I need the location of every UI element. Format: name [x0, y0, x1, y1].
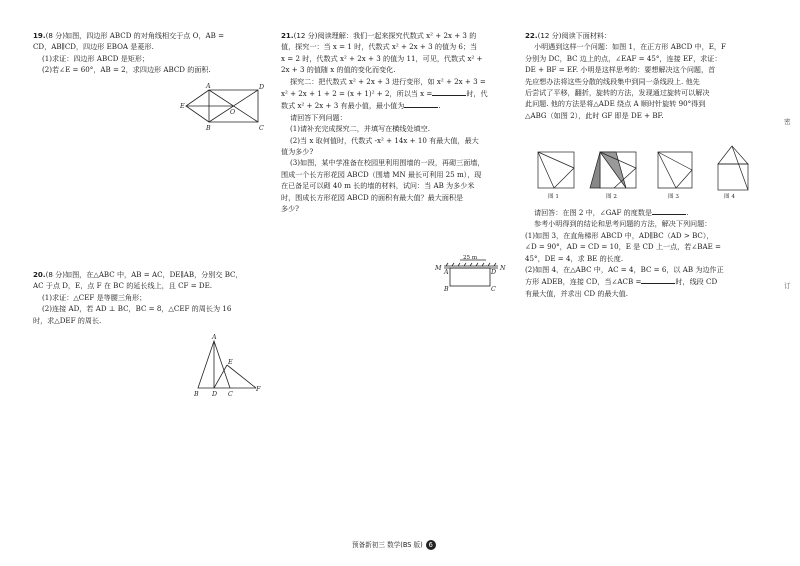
stem-line: 请回答：在图 2 中，∠GAF 的度数是: [534, 208, 653, 217]
answer-blank[interactable]: [652, 206, 689, 217]
sub-question: (1)如图 3，在直角梯形 ABCD 中，AD∥BC（AD > BC），: [525, 230, 714, 240]
stem-line: CD，AB∥CD，四边形 EBOA 是菱形.: [33, 42, 154, 52]
sub-question: (3)如图，某中学准备在校园里利用围墙的一段，再砌三面墙，: [290, 158, 485, 168]
vertex-label: B: [194, 391, 199, 398]
stem-line: 时，代: [466, 89, 488, 99]
stem-line: 请回答下列问题：: [290, 112, 347, 122]
points: (8 分): [45, 31, 65, 40]
vertex-label: N: [500, 265, 506, 272]
figure-q21-garden: [432, 256, 512, 296]
stem-line: 参考小明得到的结论和思考问题的方法，解决下列问题：: [534, 219, 712, 229]
vertex-label: D: [491, 269, 497, 276]
sub-question: (1)请补充完成探究二，并填写在横线处填空.: [290, 124, 430, 134]
vertex-label: C: [259, 125, 264, 132]
sub-question: 方形 ADEB，连接 CD，当∠ACB =: [525, 277, 642, 287]
vertex-label: D: [212, 391, 218, 398]
figure-q22-4: [710, 142, 758, 200]
sub-question: (1)求证：四边形 ABCD 是矩形；: [42, 53, 150, 63]
figure-caption: 图 2: [606, 194, 617, 200]
binding-margin-mark: 密: [784, 118, 791, 126]
figure-q22-2: [586, 148, 642, 200]
question-number: 20.: [33, 270, 46, 279]
vertex-label: D: [259, 84, 265, 91]
sub-question: (2)若∠E = 60°，AB = 2，求四边形 ABCD 的面积.: [42, 65, 211, 75]
vertex-label: O: [230, 109, 236, 116]
sub-question: (2)如图 4，在△ABC 中，AC = 4，BC = 6，以 AB 为边作正: [525, 265, 724, 275]
stem-line: 分别为 DC，BC 边上的点，∠EAF = 45°，连接 EF，求证：: [525, 53, 722, 63]
stem-line: 后尝试了平移，翻折，旋转的方法，发现通过旋转可以解决: [525, 88, 710, 98]
wall-length-label: 25 m: [463, 255, 478, 261]
stem-line: 数式 x² + 2x + 3 有最小值，最小值为: [281, 101, 405, 111]
vertex-label: C: [491, 286, 496, 293]
vertex-label: A: [206, 83, 211, 90]
sub-question: 有最大值，并求出 CD 的最大值.: [525, 288, 629, 298]
question-20: [33, 269, 265, 326]
sub-question: 45°，DE = 4，求 BE 的长度.: [525, 253, 624, 263]
points: (12 分): [537, 31, 562, 40]
question-number: 19.: [33, 31, 46, 40]
sub-question: 时，线段 CD: [675, 277, 718, 287]
question-number: 21.: [281, 31, 294, 40]
stem-line: 先应想办法将这些分散的线段集中到同一条线段上. 他先: [525, 76, 700, 86]
figure-q20-triangle: [190, 335, 270, 405]
stem-line: DE + BF = EF. 小明是这样思考的：要想解决这个问题，首: [525, 65, 716, 75]
sub-question: 多少?: [281, 204, 299, 214]
stem-line: 2x + 3 的值随 x 的值的变化而变化.: [281, 65, 396, 75]
figure-q22-1: [532, 148, 582, 200]
points: (12 分): [293, 31, 318, 40]
vertex-label: A: [212, 334, 217, 341]
stem-line: .: [686, 208, 689, 217]
stem-line: x² + 2x + 1 + 2 = (x + 1)² + 2，所以当 x =: [281, 89, 433, 99]
vertex-label: B: [444, 286, 449, 293]
sub-question: 围成一个长方形花园 ABCD（围墙 MN 最长可利用 25 m），现: [281, 169, 482, 179]
figure-q19-rhombus-rectangle: [176, 84, 266, 134]
stem-line: △ABG（如图 2），此时 GF 即是 DE + BF.: [525, 110, 664, 120]
sub-question: (2)当 x 取何值时，代数式 -x² + 14x + 10 有最大值，最大: [290, 135, 479, 145]
figure-caption: 图 1: [548, 194, 559, 200]
figure-caption: 图 4: [724, 194, 735, 200]
answer-blank[interactable]: [641, 275, 675, 284]
question-number: 22.: [525, 31, 538, 40]
vertex-label: F: [256, 386, 261, 393]
sub-question: (2)连接 AD，若 AD ⊥ BC，BC = 8，△CEF 的周长为 16: [42, 304, 232, 314]
points: (8 分): [45, 270, 65, 279]
vertex-label: C: [228, 391, 233, 398]
vertex-label: M: [435, 265, 442, 272]
stem-line: 小明遇到这样一个问题：如图 1，在正方形 ABCD 中，E，F: [534, 42, 726, 52]
sub-question: 在已备足可以砌 40 m 长的墙的材料，试问：当 AB 为多少米: [281, 181, 475, 191]
page-number: 6: [426, 540, 436, 550]
answer-blank[interactable]: [432, 87, 466, 96]
vertex-label: B: [206, 125, 211, 132]
question-21: [281, 30, 511, 215]
question-22-continued: [525, 206, 757, 299]
page-footer: [352, 539, 436, 550]
vertex-label: E: [228, 359, 233, 366]
sub-question: 时，围成长方形花园 ABCD 的面积有最大值？最大面积是: [281, 192, 464, 202]
stem-line: 如图，四边形 ABCD 的对角线相交于点 O，AB =: [64, 31, 225, 40]
sub-question: ∠D = 90°，AD = CD = 10，E 是 CD 上一点，若∠BAE =: [525, 242, 721, 252]
stem-line: AC 于点 D，E，点 F 在 BC 的延长线上，且 CF = DE.: [33, 281, 213, 291]
stem-line: 探究二：把代数式 x² + 2x + 3 进行变形，如 x² + 2x + 3 =: [290, 76, 486, 86]
sub-question: (1)求证：△CEF 是等腰三角形；: [42, 292, 147, 302]
figure-q22-3: [652, 148, 702, 200]
sub-question: 时，求△DEF 的周长.: [33, 315, 102, 325]
question-22: [525, 30, 757, 121]
sub-question: 值为多少?: [281, 147, 314, 157]
binding-margin-mark: 订: [784, 282, 791, 290]
answer-blank[interactable]: [404, 99, 441, 111]
question-19: [33, 30, 258, 76]
vertex-label: A: [444, 269, 449, 276]
footer-text: 预备新初三 数学(BS 版): [352, 541, 423, 549]
figure-caption: 图 3: [668, 194, 679, 200]
stem-line: 此问题. 他的方法是将△ADE 绕点 A 顺时针旋转 90°得到: [525, 99, 706, 109]
stem-line: 阅读下面材料：: [561, 31, 612, 40]
vertex-label: E: [180, 103, 185, 110]
stem-line: .: [438, 101, 441, 111]
stem-line: 阅读理解：我们一起来探究代数式 x² + 2x + 3 的: [317, 31, 477, 40]
stem-line: 如图，在△ABC 中，AB = AC，DE∥AB，分别交 BC，: [64, 270, 243, 279]
stem-line: 值，探究一：当 x = 1 时，代数式 x² + 2x + 3 的值为 6；当: [281, 42, 478, 52]
stem-line: x = 2 时，代数式 x² + 2x + 3 的值为 11，可见，代数式 x² +: [281, 53, 483, 63]
